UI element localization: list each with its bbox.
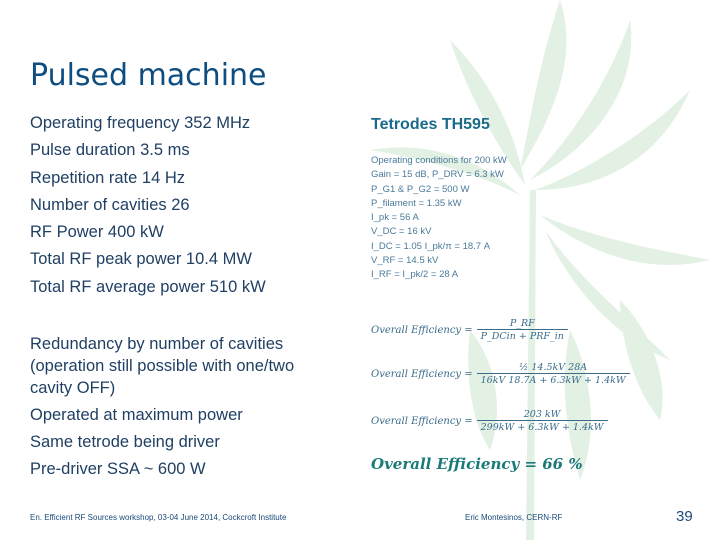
spec-item: Total RF peak power 10.4 MW: [30, 250, 252, 269]
efficiency-equation-2: [371, 362, 630, 386]
condition-row: V_RF = 14.5 kV: [371, 255, 439, 267]
note-item: Redundancy by number of cavities (operation still possible with one/two cavity OFF): [30, 335, 295, 397]
spec-item: Repetition rate 14 Hz: [30, 168, 186, 187]
equation-fraction: [477, 362, 630, 386]
condition-row: V_DC = 16 kV: [371, 226, 432, 238]
spec-item: Number of cavities 26: [30, 195, 190, 214]
efficiency-equation-3: [371, 409, 608, 433]
spec-item: Pulse duration 3.5 ms: [30, 141, 190, 160]
specs-list: [30, 110, 266, 301]
condition-row: I_pk = 56 A: [371, 212, 419, 224]
equation-numerator: ½ 14.5kV 28A: [519, 362, 588, 373]
condition-row: I_DC = 1.05 I_pk/π = 18.7 A: [371, 240, 491, 252]
page-number: 39: [676, 508, 693, 525]
footer-author: Eric Montesinos, CERN-RF: [465, 513, 563, 522]
slide-title: Pulsed machine: [30, 58, 267, 93]
note-item: Operated at maximum power: [30, 406, 243, 424]
condition-row: P_G1 & P_G2 = 500 W: [371, 183, 470, 195]
equation-denominator: 299kW + 6.3kW + 1.4kW: [477, 420, 608, 433]
equation-fraction: [477, 318, 568, 342]
footer-event: En. Efficient RF Sources workshop, 03-04 June 2014, Cockcroft Institute: [30, 513, 287, 522]
operating-conditions: [371, 154, 507, 283]
equation-numerator: P_RF: [509, 318, 535, 329]
spec-item: RF Power 400 kW: [30, 223, 164, 242]
condition-row: P_filament = 1.35 kW: [371, 197, 462, 209]
equation-denominator: 16kV 18.7A + 6.3kW + 1.4kW: [477, 373, 630, 386]
equation-numerator: 203 kW: [523, 409, 561, 420]
note-item: Pre-driver SSA ~ 600 W: [30, 460, 206, 478]
equation-lhs: Overall Efficiency =: [371, 415, 473, 427]
overall-efficiency-result: Overall Efficiency = 66 %: [371, 455, 583, 473]
equation-fraction: [477, 409, 608, 433]
equation-lhs: Overall Efficiency =: [371, 368, 473, 380]
note-item: Same tetrode being driver: [30, 433, 220, 451]
equation-lhs: Overall Efficiency =: [371, 324, 473, 336]
spec-item: Operating frequency 352 MHz: [30, 114, 251, 132]
tetrode-title: Tetrodes TH595: [371, 116, 490, 133]
efficiency-equation-1: [371, 318, 568, 342]
spec-item: Total RF average power 510 kW: [30, 277, 266, 296]
condition-row: I_RF = I_pk/2 = 28 A: [371, 269, 459, 281]
condition-row: Gain = 15 dB, P_DRV = 6.3 kW: [371, 169, 504, 181]
equation-denominator: P_DCin + PRF_in: [477, 329, 568, 342]
notes-list: [30, 333, 330, 485]
condition-row: Operating conditions for 200 kW: [371, 155, 507, 166]
